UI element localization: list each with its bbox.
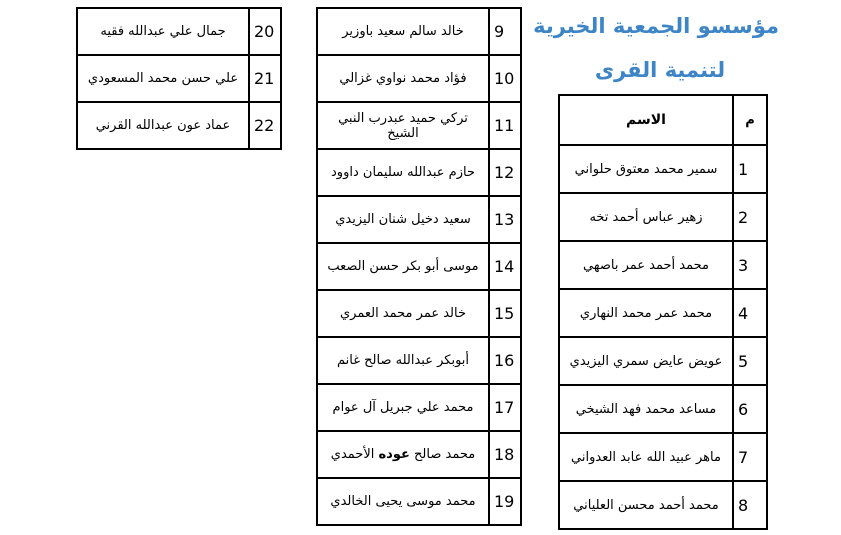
founder-name: محمد أحمد عمر باصهي bbox=[559, 241, 733, 289]
founder-name: خالد عمر محمد العمري bbox=[317, 290, 489, 337]
table-row bbox=[559, 145, 767, 193]
number-column-header: م bbox=[733, 95, 767, 145]
row-number: 21 bbox=[249, 55, 281, 102]
table-row bbox=[317, 431, 521, 478]
founders-table-9-19 bbox=[316, 7, 522, 526]
table-header-row bbox=[559, 95, 767, 145]
founder-name: أبوبكر عبدالله صالح غانم bbox=[317, 337, 489, 384]
row-number: 14 bbox=[489, 243, 521, 290]
table-row bbox=[77, 8, 281, 55]
table-row bbox=[317, 196, 521, 243]
founder-name: ماهر عبيد الله عابد العدواني bbox=[559, 433, 733, 481]
table-row bbox=[317, 243, 521, 290]
table-row bbox=[559, 193, 767, 241]
row-number: 11 bbox=[489, 102, 521, 149]
table-row bbox=[317, 290, 521, 337]
row-number: 13 bbox=[489, 196, 521, 243]
row-number: 5 bbox=[733, 337, 767, 385]
founder-name: مساعد محمد فهد الشيخي bbox=[559, 385, 733, 433]
row-number: 1 bbox=[733, 145, 767, 193]
row-number: 2 bbox=[733, 193, 767, 241]
row-number: 6 bbox=[733, 385, 767, 433]
row-number: 22 bbox=[249, 102, 281, 149]
row-number: 17 bbox=[489, 384, 521, 431]
row-number: 19 bbox=[489, 478, 521, 525]
row-number: 15 bbox=[489, 290, 521, 337]
table-row bbox=[77, 102, 281, 149]
founder-name: علي حسن محمد المسعودي bbox=[77, 55, 249, 102]
table-row bbox=[317, 337, 521, 384]
table-row bbox=[559, 481, 767, 529]
row-number: 4 bbox=[733, 289, 767, 337]
table-row bbox=[317, 478, 521, 525]
table-row bbox=[317, 149, 521, 196]
founders-table-20-22 bbox=[76, 7, 282, 150]
row-number: 18 bbox=[489, 431, 521, 478]
founder-name: سعيد دخيل شنان اليزيدي bbox=[317, 196, 489, 243]
founder-name: عويض عايض سمري اليزيدي bbox=[559, 337, 733, 385]
name-column-header: الاسم bbox=[559, 95, 733, 145]
founder-name: موسى أبو بكر حسن الصعب bbox=[317, 243, 489, 290]
row-number: 8 bbox=[733, 481, 767, 529]
founder-name-part: الأحمدي bbox=[330, 447, 379, 462]
founder-name: فؤاد محمد نواوي غزالي bbox=[317, 55, 489, 102]
table-row bbox=[317, 384, 521, 431]
table-row bbox=[317, 102, 521, 149]
row-number: 9 bbox=[489, 8, 521, 55]
founder-name: سمير محمد معتوق حلواني bbox=[559, 145, 733, 193]
table-row bbox=[77, 55, 281, 102]
founder-name-bold-part: عوده bbox=[378, 447, 410, 462]
founder-name: تركي حميد عبدرب النبي الشيخ bbox=[317, 102, 489, 149]
founder-name-part: محمد صالح bbox=[409, 447, 476, 462]
founder-name bbox=[317, 431, 489, 478]
founders-table-1-8 bbox=[558, 94, 768, 530]
founder-name: محمد موسى يحيى الخالدي bbox=[317, 478, 489, 525]
row-number: 16 bbox=[489, 337, 521, 384]
founder-name: محمد علي جبريل آل عوام bbox=[317, 384, 489, 431]
founder-name: خالد سالم سعيد باوزير bbox=[317, 8, 489, 55]
table-row bbox=[559, 385, 767, 433]
table-row bbox=[317, 8, 521, 55]
table-row bbox=[559, 433, 767, 481]
founder-name: جمال علي عبدالله فقيه bbox=[77, 8, 249, 55]
row-number: 7 bbox=[733, 433, 767, 481]
table-row bbox=[317, 55, 521, 102]
founder-name: زهير عباس أحمد تخه bbox=[559, 193, 733, 241]
document-title-line1: مؤسسو الجمعية الخيرية bbox=[533, 14, 779, 38]
table-row bbox=[559, 241, 767, 289]
founder-name: حازم عبدالله سليمان داوود bbox=[317, 149, 489, 196]
founder-name: محمد عمر محمد النهاري bbox=[559, 289, 733, 337]
table-row bbox=[559, 337, 767, 385]
founder-name: عماد عون عبدالله القرني bbox=[77, 102, 249, 149]
row-number: 12 bbox=[489, 149, 521, 196]
row-number: 3 bbox=[733, 241, 767, 289]
document-title bbox=[533, 4, 779, 92]
table-row bbox=[559, 289, 767, 337]
document-title-line2: لتنمية القرى bbox=[594, 58, 726, 82]
founder-name: محمد أحمد محسن العلياني bbox=[559, 481, 733, 529]
row-number: 10 bbox=[489, 55, 521, 102]
row-number: 20 bbox=[249, 8, 281, 55]
